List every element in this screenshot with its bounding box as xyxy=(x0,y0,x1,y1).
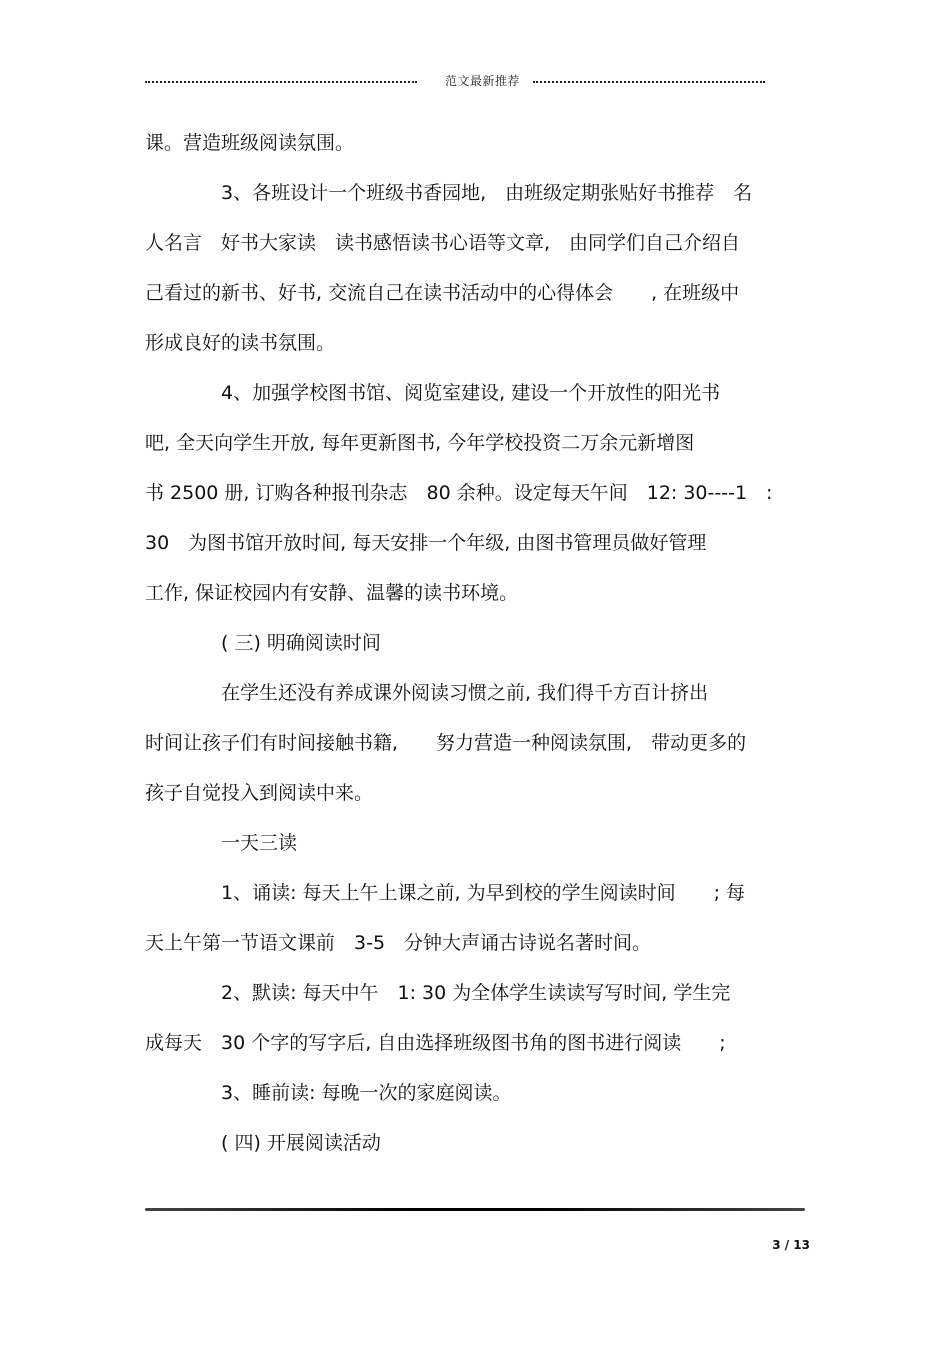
text-line: 人名言 好书大家读 读书感悟读书心语等文章, 由同学们自己介绍自 xyxy=(145,232,741,254)
text-line: 1、诵读: 每天上午上课之前, 为早到校的学生阅读时间 ; 每 xyxy=(221,882,746,904)
text-line: 己看过的新书、好书, 交流自己在读书活动中的心得体会 , 在班级中 xyxy=(145,282,740,304)
footer-rule xyxy=(145,1208,805,1211)
document-body xyxy=(145,118,810,1168)
text-line: 3、睡前读: 每晚一次的家庭阅读。 xyxy=(221,1082,512,1104)
text-line: 课。营造班级阅读氛围。 xyxy=(145,132,355,154)
text-line: 2、默读: 每天中午 1: 30 为全体学生读读写写时间, 学生完 xyxy=(221,982,731,1004)
text-line: 3、各班设计一个班级书香园地, 由班级定期张贴好书推荐 名 xyxy=(221,182,753,204)
text-line: 形成良好的读书氛围。 xyxy=(145,332,336,354)
header-title: 范文最新推荐 xyxy=(445,74,521,88)
section-heading: ( 四) 开展阅读活动 xyxy=(221,1132,381,1154)
header-divider-right xyxy=(533,81,765,83)
text-line: 时间让孩子们有时间接触书籍, 努力营造一种阅读氛围, 带动更多的 xyxy=(145,732,747,754)
text-line: 4、加强学校图书馆、阅览室建设, 建设一个开放性的阳光书 xyxy=(221,382,721,404)
text-line: 成每天 30 个字的写字后, 自由选择班级图书角的图书进行阅读 ; xyxy=(145,1032,726,1054)
page-header xyxy=(145,72,765,92)
text-line: 天上午第一节语文课前 3-5 分钟大声诵古诗说名著时间。 xyxy=(145,932,652,954)
subheading: 一天三读 xyxy=(221,832,298,854)
text-line: 书 2500 册, 订购各种报刊杂志 80 余种。设定每天午间 12: 30----1 : xyxy=(145,482,773,504)
text-line: 30 为图书馆开放时间, 每天安排一个年级, 由图书管理员做好管理 xyxy=(145,532,707,554)
section-heading: ( 三) 明确阅读时间 xyxy=(221,632,381,654)
text-line: 孩子自觉投入到阅读中来。 xyxy=(145,782,374,804)
page-number: 3 / 13 xyxy=(772,1238,810,1252)
header-divider-left xyxy=(145,81,417,83)
text-line: 在学生还没有养成课外阅读习惯之前, 我们得千方百计挤出 xyxy=(221,682,709,704)
text-line: 吧, 全天向学生开放, 每年更新图书, 今年学校投资二万余元新增图 xyxy=(145,432,695,454)
text-line: 工作, 保证校园内有安静、温馨的读书环境。 xyxy=(145,582,519,604)
